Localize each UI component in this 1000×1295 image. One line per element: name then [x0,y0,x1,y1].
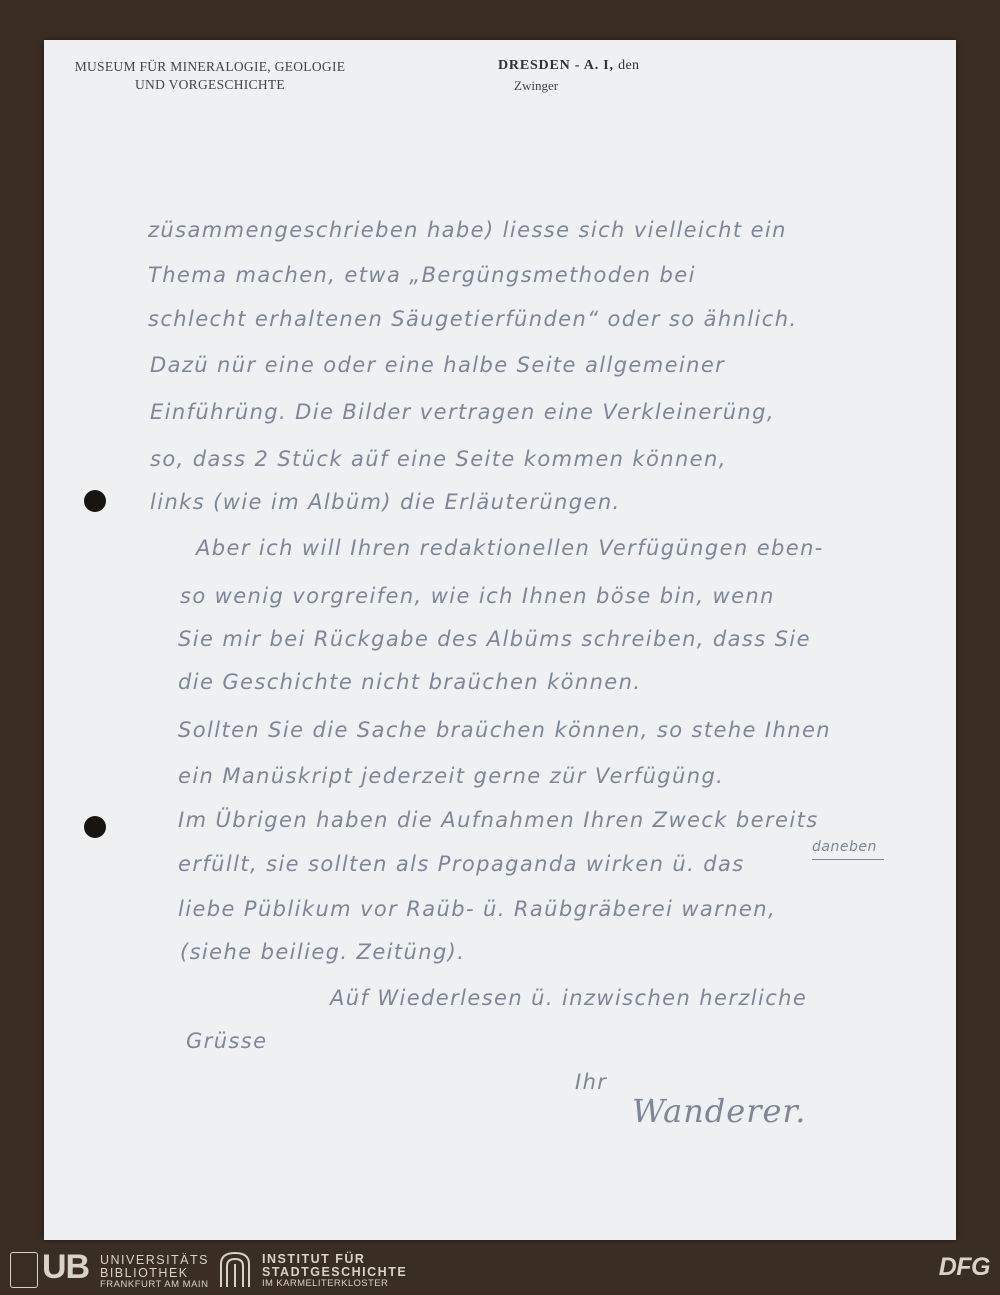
letterhead-line1: MUSEUM FÜR MINERALOGIE, GEOLOGIE [74,59,346,74]
letterhead-city [498,58,639,74]
letterhead-den: den [618,58,640,73]
dfg-logo: DFG [938,1253,990,1281]
isg-text-line3: IM KARMELITERKLOSTER [262,1278,389,1289]
ub-text-line1: UNIVERSITÄTS [100,1253,209,1267]
letter-signature: Wanderer. [632,1092,807,1130]
letter-line-15: erfüllt, sie sollten als Propaganda wirken ü. das [178,852,745,876]
letter-line-10: Sie mir bei Rückgabe des Albüms schreiben, dass Sie [178,627,811,651]
insertion-stroke [812,859,884,860]
letter-line-13: ein Manüskript jederzeit gerne zür Verfügüng. [178,764,725,788]
letter-line-1: züsammengeschrieben habe) liesse sich vielleicht ein [148,218,787,242]
letter-line-11: die Geschichte nicht braüchen können. [178,670,642,694]
letter-line-7: links (wie im Albüm) die Erläuterüngen. [150,490,621,514]
letterhead-city-name: DRESDEN - A. I, [498,58,614,73]
letterhead-street: Zwinger [514,78,559,93]
letter-line-14: Im Übrigen haben die Aufnahmen Ihren Zweck bereits [178,808,819,832]
isg-text-line2: STADTGESCHICHTE [262,1265,408,1279]
letter-line-18: Aüf Wiederlesen ü. inzwischen herzliche [330,986,808,1010]
letter-line-19: Grüsse [186,1029,268,1053]
letter-line-9: so wenig vorgreifen, wie ich Ihnen böse bin, wenn [180,584,775,608]
ub-logo: UB [42,1248,90,1286]
ub-text-line3: FRANKFURT AM MAIN [100,1279,209,1290]
punch-hole-top [84,490,106,512]
letter-line-4: Dazü nür eine oder eine halbe Seite allgemeiner [150,353,726,377]
letter-line-5: Einführüng. Die Bilder vertragen eine Verkleinerüng, [150,400,775,424]
letter-line-17: (siehe beilieg. Zeitüng). [180,940,466,964]
isg-arch-icon [218,1250,252,1288]
letter-line-16: liebe Püblikum vor Raüb- ü. Raübgräberei warnen, [178,897,777,921]
university-seal-icon [10,1252,38,1288]
letter-line-6: so, dass 2 Stück aüf eine Seite kommen können, [150,447,727,471]
punch-hole-bottom [84,816,106,838]
letter-line-8: Aber ich will Ihren redaktionellen Verfügüngen eben- [196,536,824,560]
letter-closing: Ihr [575,1070,608,1094]
letter-insertion: daneben [812,839,877,855]
ub-text-line2: BIBLIOTHEK [100,1266,189,1280]
footer-bar [0,1244,1000,1295]
letterhead-line2: UND VORGESCHICHTE [135,77,285,92]
isg-text-line1: INSTITUT FÜR [262,1252,366,1266]
letter-line-12: Sollten Sie die Sache braüchen können, so stehe Ihnen [178,718,831,742]
letterhead-institution [45,58,375,94]
letter-line-2: Thema machen, etwa „Bergüngsmethoden bei [148,263,696,287]
letter-line-3: schlecht erhaltenen Säugetierfünden“ oder so ähnlich. [148,307,798,331]
